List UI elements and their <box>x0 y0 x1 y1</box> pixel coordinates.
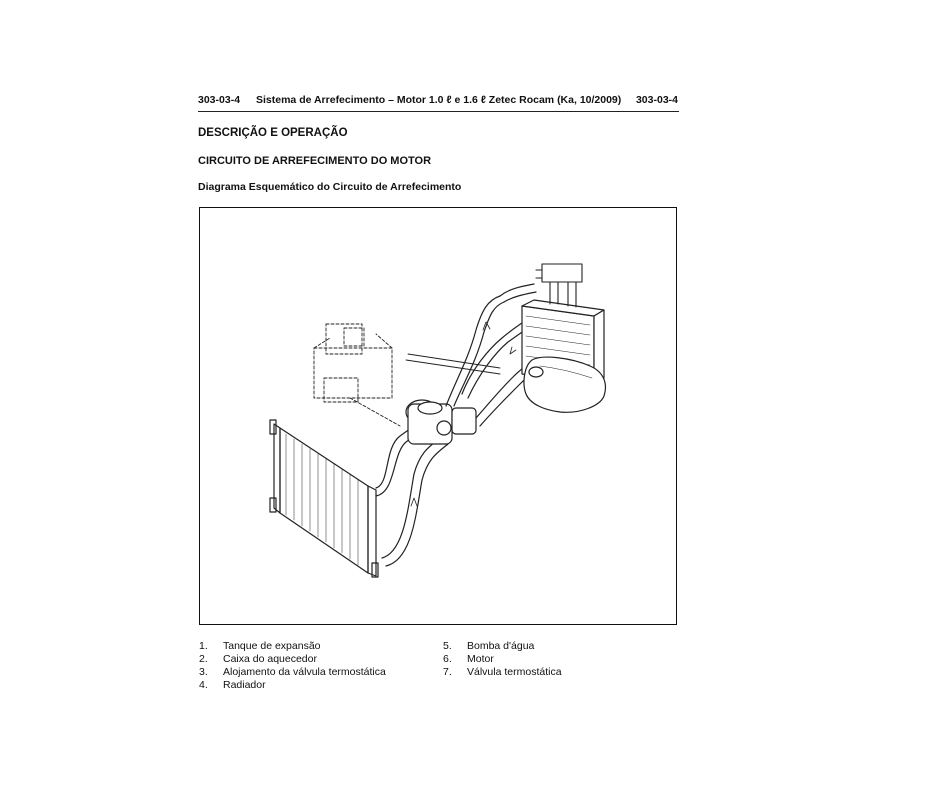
header-rule <box>198 111 679 112</box>
header-title: Sistema de Arrefecimento – Motor 1.0 ℓ e 1.6 ℓ Zetec Rocam (Ka, 10/2009) <box>256 94 622 106</box>
legend-item: 6. Motor <box>443 653 494 665</box>
legend-left <box>199 640 429 692</box>
radiator-hoses <box>376 426 448 566</box>
page-number-right: 303-03-4 <box>635 94 678 106</box>
legend-item: 2. Caixa do aquecedor <box>199 653 317 665</box>
running-header <box>198 94 678 110</box>
heater-pipes <box>536 264 582 307</box>
cooling-circuit-illustration <box>200 208 676 624</box>
cooling-circuit-diagram <box>199 207 677 625</box>
figure-title: Diagrama Esquemático do Circuito de Arrefecimento <box>198 181 462 193</box>
legend-item: 5. Bomba d'água <box>443 640 535 652</box>
legend-item: 4. Radiador <box>199 679 266 691</box>
section-heading: DESCRIÇÃO E OPERAÇÃO <box>198 127 348 139</box>
section-subheading: CIRCUITO DE ARREFECIMENTO DO MOTOR <box>198 155 432 167</box>
thermostat-housing-drawing <box>406 400 476 444</box>
legend-item: 1. Tanque de expansão <box>199 640 321 652</box>
legend-right <box>443 640 643 679</box>
engine-drawing <box>314 324 400 426</box>
page-number-left: 303-03-4 <box>198 94 241 106</box>
legend-item: 7. Válvula termostática <box>443 666 562 678</box>
radiator-drawing <box>270 420 378 577</box>
legend-item: 3. Alojamento da válvula termostática <box>199 666 386 678</box>
